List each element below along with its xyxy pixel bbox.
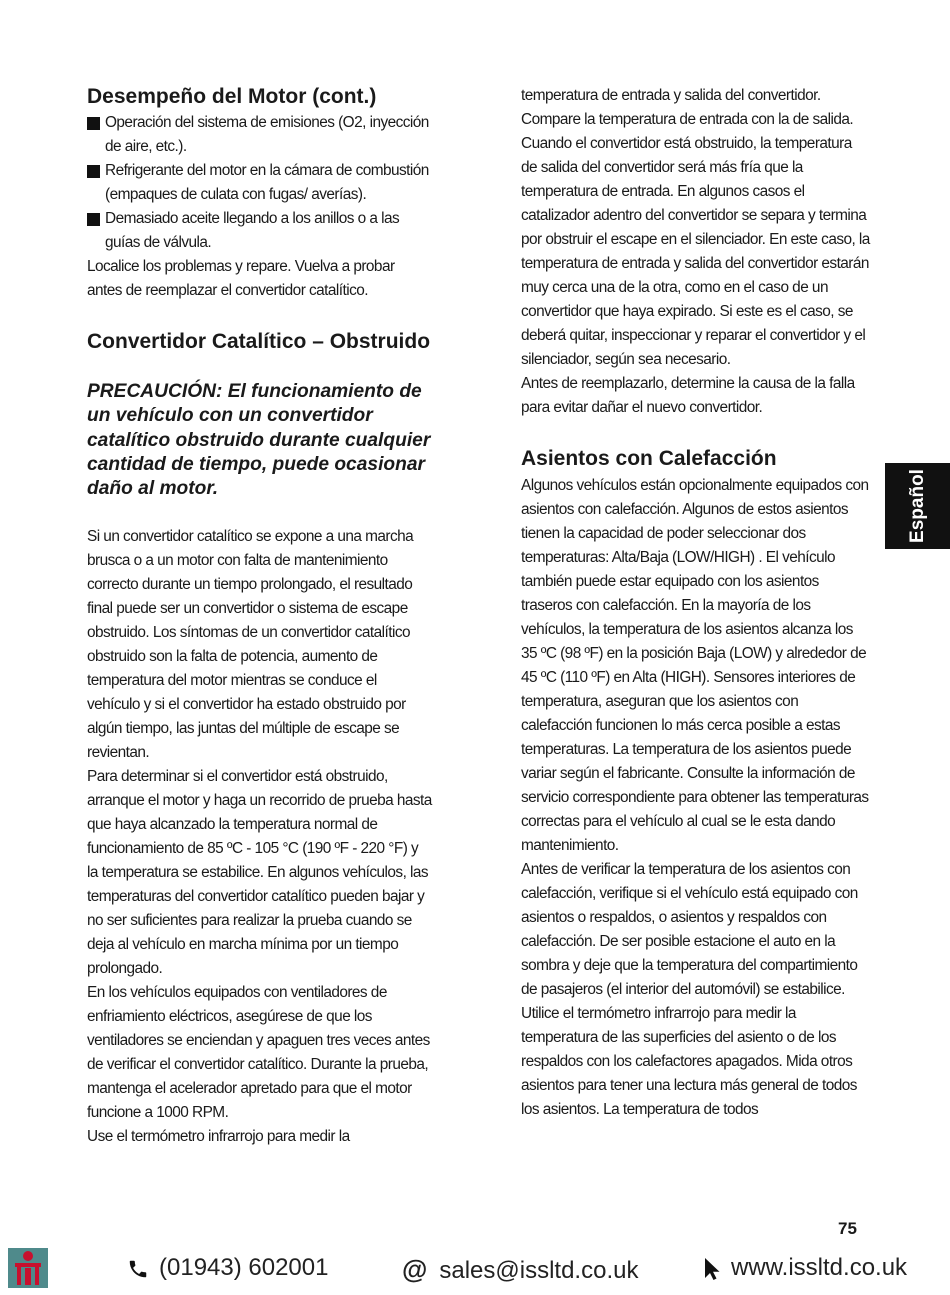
logo (8, 1248, 48, 1288)
left-column (87, 82, 432, 1149)
body-text (87, 525, 432, 1149)
precaution-text: PRECAUCIÓN: El funcionamiento de un vehículo con un convertidor catalítico obstruido durante cualquier cantidad de tiempo, puede ocasionar daño al motor. (87, 381, 431, 500)
paragraph: En los vehículos equipados con ventiladores de enfriamiento eléctricos, asegúrese de que los ventiladores se enciendan y apaguen tres veces antes de verificar el convertidor catalítico. Durante la prueba, mantenga el acelerador apretado para que el motor funcione a 1000 RPM. (87, 984, 430, 1122)
paragraph: temperatura de entrada y salida del convertidor. Compare la temperatura de entrada con la de salida. Cuando el convertidor está obstruido, la temperatura de salida del convertidor será más fría que la temperatura de entrada. En algunos casos el catalizador adentro del convertidor se separa y termina por obstruir el escape en el silenciador. En este caso, la temperatura de entrada y salida del convertidor estarán muy cerca una de la otra, como en el caso de un convertidor que haya expirado. Si este es el caso, se deberá quitar, inspeccionar y reparar el convertidor y el silenciador, según sea necesario. (521, 87, 870, 368)
square-bullet-icon (87, 213, 100, 226)
list-item: Refrigerante del motor en la cámara de combustión (empaques de culata con fugas/ averías). (87, 159, 432, 207)
list-item: Demasiado aceite llegando a los anillos o a las guías de válvula. (87, 207, 432, 255)
paragraph: Para determinar si el convertidor está obstruido, arranque el motor y haga un recorrido de prueba hasta que haya alcanzado la temperatura normal de funcionamiento de 85 ºC - 105 °C (190 ºF - 220 °F) y la temperatura se estabilice. En algunos vehículos, las temperaturas del convertidor catalítico pueden bajar y no ser suficientes para realizar la prueba cuando se deja al vehículo en marcha mínima por un tiempo prolongado. (87, 768, 432, 978)
at-icon: @ (402, 1254, 428, 1284)
footer-email[interactable]: @ sales@issltd.co.uk (402, 1254, 639, 1284)
footer-website[interactable]: www.issltd.co.uk (703, 1254, 907, 1282)
bullet-list (87, 111, 432, 255)
language-tab (885, 463, 950, 549)
footer (0, 1240, 950, 1295)
cursor-icon (703, 1257, 721, 1281)
section-heading-convertidor: Convertidor Catalítico – Obstruido (87, 330, 431, 353)
paragraph: Antes de verificar la temperatura de los asientos con calefacción, verifique si el vehículo está equipado con asientos o respaldos, o asientos y respaldos con calefacción. De ser posible estacione el auto en la sombra y deje que la temperatura del compartimiento de pasajeros (el interior del automóvil) se estabilice. (521, 861, 858, 998)
right-column (521, 84, 871, 1122)
list-item: Operación del sistema de emisiones (O2, inyección de aire, etc.). (87, 111, 432, 159)
phone-icon (127, 1258, 149, 1280)
page-number: 75 (838, 1219, 857, 1238)
square-bullet-icon (87, 165, 100, 178)
section-heading-motor: Desempeño del Motor (cont.) (87, 85, 377, 108)
paragraph: Use el termómetro infrarrojo para medir la (87, 1128, 350, 1146)
language-tab-label: Español (906, 469, 928, 543)
footer-phone[interactable]: (01943) 602001 (127, 1254, 328, 1282)
square-bullet-icon (87, 117, 100, 130)
section-heading-asientos: Asientos con Calefacción (521, 447, 777, 470)
paragraph: Si un convertidor catalítico se expone a una marcha brusca o a un motor con falta de mantenimiento correcto durante un tiempo prolongado, el resultado final puede ser un convertidor o sistema de escape obstruido. Los síntomas de un convertidor catalítico obstruido son la falta de potencia, aumento de temperatura del motor mientras se conduce el vehículo y si el convertidor ha estado obstruido por algún tiempo, las juntas del múltiple de escape se revientan. (87, 528, 414, 762)
paragraph: Utilice el termómetro infrarrojo para medir la temperatura de las superficies del asiento o de los respaldos con los calefactores apagados. Mida otros asientos para tener una lectura más general de todos los asientos. La temperatura de todos (521, 1005, 857, 1118)
paragraph: Algunos vehículos están opcionalmente equipados con asientos con calefacción. Algunos de estos asientos tienen la capacidad de poder seleccionar dos temperaturas: Alta/Baja (LOW/HIGH) . El vehículo también puede estar equipado con los asientos traseros con calefacción. En la mayoría de los vehículos, la temperatura de los asientos alcanza los 35 ºC (98 ºF) en la posición Baja (LOW) y alrededor de 45 ºC (110 ºF) en Alta (HIGH). Sensores interiores de temperatura, aseguran que los asientos con calefacción funcionen lo más cerca posible a estas temperaturas. La temperatura de los asientos puede variar según el fabricante. Consulte la información de servicio correspondiente para obtener las temperaturas correctas para el vehículo al cual se le esta dando mantenimiento. (521, 477, 869, 854)
paragraph: Antes de reemplazarlo, determine la causa de la falla para evitar dañar el nuevo convertidor. (521, 375, 855, 416)
paragraph: Localice los problemas y repare. Vuelva a probar antes de reemplazar el convertidor catalítico. (87, 258, 395, 299)
